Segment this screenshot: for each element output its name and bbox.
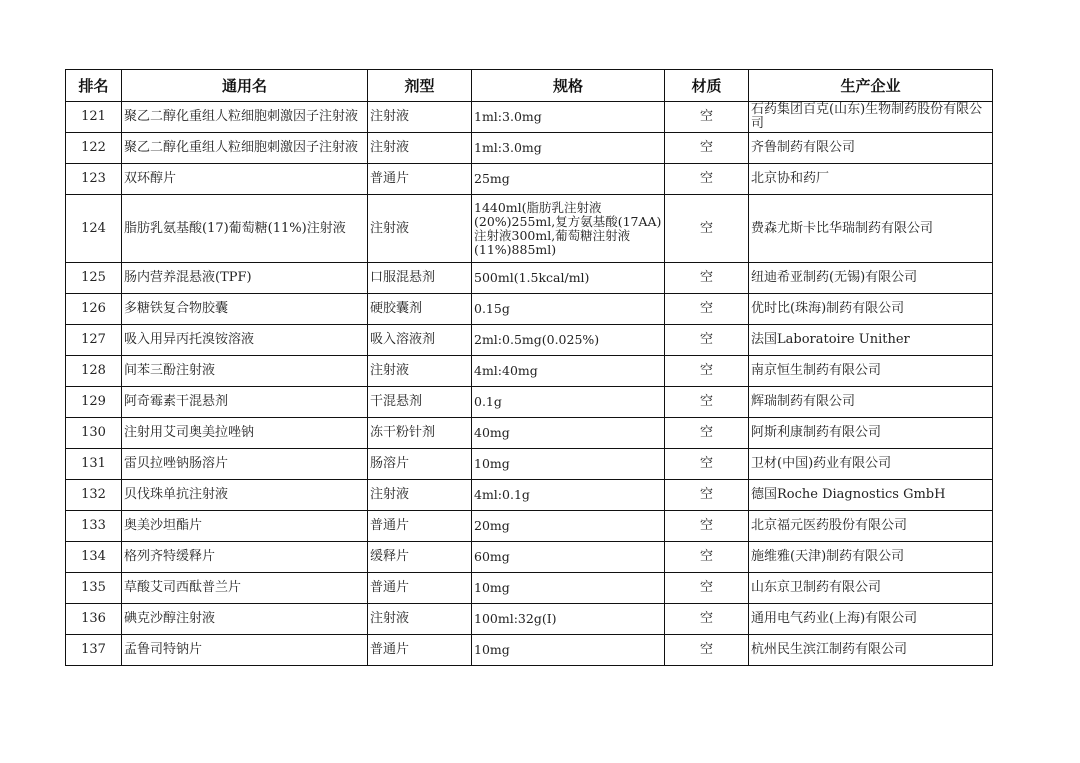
table-row bbox=[66, 542, 993, 573]
cell-generic-name: 多糖铁复合物胶囊 bbox=[122, 294, 368, 325]
cell-generic-name: 间苯三酚注射液 bbox=[122, 356, 368, 387]
cell-dosage-form: 缓释片 bbox=[368, 542, 472, 573]
cell-specification: 4ml:40mg bbox=[472, 356, 665, 387]
cell-manufacturer: 法国Laboratoire Unither bbox=[749, 325, 993, 356]
table-header-row bbox=[66, 70, 993, 102]
header-manufacturer: 生产企业 bbox=[749, 70, 993, 102]
table-row bbox=[66, 511, 993, 542]
cell-rank: 129 bbox=[66, 387, 122, 418]
cell-material: 空 bbox=[665, 102, 749, 133]
cell-rank: 125 bbox=[66, 263, 122, 294]
cell-generic-name: 雷贝拉唑钠肠溶片 bbox=[122, 449, 368, 480]
cell-material: 空 bbox=[665, 573, 749, 604]
table-row bbox=[66, 164, 993, 195]
cell-rank: 128 bbox=[66, 356, 122, 387]
cell-rank: 135 bbox=[66, 573, 122, 604]
cell-dosage-form: 注射液 bbox=[368, 356, 472, 387]
cell-generic-name: 脂肪乳氨基酸(17)葡萄糖(11%)注射液 bbox=[122, 195, 368, 263]
cell-manufacturer: 阿斯利康制药有限公司 bbox=[749, 418, 993, 449]
cell-rank: 121 bbox=[66, 102, 122, 133]
cell-dosage-form: 注射液 bbox=[368, 133, 472, 164]
cell-generic-name: 注射用艾司奥美拉唑钠 bbox=[122, 418, 368, 449]
cell-generic-name: 肠内营养混悬液(TPF) bbox=[122, 263, 368, 294]
header-dosage-form: 剂型 bbox=[368, 70, 472, 102]
cell-material: 空 bbox=[665, 356, 749, 387]
cell-manufacturer: 北京福元医药股份有限公司 bbox=[749, 511, 993, 542]
header-generic-name: 通用名 bbox=[122, 70, 368, 102]
cell-specification: 10mg bbox=[472, 573, 665, 604]
cell-rank: 126 bbox=[66, 294, 122, 325]
cell-dosage-form: 冻干粉针剂 bbox=[368, 418, 472, 449]
cell-specification: 1440ml(脂肪乳注射液(20%)255ml,复方氨基酸(17AA)注射液300ml,葡萄糖注射液(11%)885ml) bbox=[472, 195, 665, 263]
cell-generic-name: 格列齐特缓释片 bbox=[122, 542, 368, 573]
cell-specification: 100ml:32g(I) bbox=[472, 604, 665, 635]
cell-specification: 0.15g bbox=[472, 294, 665, 325]
cell-manufacturer: 施维雅(天津)制药有限公司 bbox=[749, 542, 993, 573]
cell-material: 空 bbox=[665, 263, 749, 294]
cell-material: 空 bbox=[665, 480, 749, 511]
cell-dosage-form: 干混悬剂 bbox=[368, 387, 472, 418]
cell-material: 空 bbox=[665, 542, 749, 573]
cell-generic-name: 双环醇片 bbox=[122, 164, 368, 195]
table-row bbox=[66, 480, 993, 511]
table-row bbox=[66, 133, 993, 164]
cell-material: 空 bbox=[665, 449, 749, 480]
cell-dosage-form: 普通片 bbox=[368, 164, 472, 195]
cell-material: 空 bbox=[665, 164, 749, 195]
cell-specification: 500ml(1.5kcal/ml) bbox=[472, 263, 665, 294]
cell-manufacturer: 优时比(珠海)制药有限公司 bbox=[749, 294, 993, 325]
table-row bbox=[66, 387, 993, 418]
cell-manufacturer: 费森尤斯卡比华瑞制药有限公司 bbox=[749, 195, 993, 263]
cell-material: 空 bbox=[665, 133, 749, 164]
table-row bbox=[66, 635, 993, 666]
cell-generic-name: 聚乙二醇化重组人粒细胞刺激因子注射液 bbox=[122, 133, 368, 164]
cell-specification: 1ml:3.0mg bbox=[472, 133, 665, 164]
cell-dosage-form: 硬胶囊剂 bbox=[368, 294, 472, 325]
cell-rank: 137 bbox=[66, 635, 122, 666]
cell-manufacturer: 辉瑞制药有限公司 bbox=[749, 387, 993, 418]
table-row bbox=[66, 102, 993, 133]
cell-manufacturer: 北京协和药厂 bbox=[749, 164, 993, 195]
cell-dosage-form: 肠溶片 bbox=[368, 449, 472, 480]
cell-manufacturer: 通用电气药业(上海)有限公司 bbox=[749, 604, 993, 635]
cell-dosage-form: 吸入溶液剂 bbox=[368, 325, 472, 356]
cell-manufacturer: 纽迪希亚制药(无锡)有限公司 bbox=[749, 263, 993, 294]
cell-dosage-form: 注射液 bbox=[368, 102, 472, 133]
cell-rank: 124 bbox=[66, 195, 122, 263]
cell-material: 空 bbox=[665, 635, 749, 666]
cell-dosage-form: 注射液 bbox=[368, 604, 472, 635]
cell-manufacturer: 山东京卫制药有限公司 bbox=[749, 573, 993, 604]
cell-generic-name: 奥美沙坦酯片 bbox=[122, 511, 368, 542]
cell-generic-name: 孟鲁司特钠片 bbox=[122, 635, 368, 666]
cell-material: 空 bbox=[665, 294, 749, 325]
cell-rank: 123 bbox=[66, 164, 122, 195]
cell-material: 空 bbox=[665, 387, 749, 418]
table-row bbox=[66, 325, 993, 356]
cell-rank: 134 bbox=[66, 542, 122, 573]
cell-material: 空 bbox=[665, 325, 749, 356]
cell-manufacturer: 齐鲁制药有限公司 bbox=[749, 133, 993, 164]
cell-specification: 60mg bbox=[472, 542, 665, 573]
cell-dosage-form: 普通片 bbox=[368, 573, 472, 604]
cell-manufacturer: 南京恒生制药有限公司 bbox=[749, 356, 993, 387]
header-specification: 规格 bbox=[472, 70, 665, 102]
cell-dosage-form: 普通片 bbox=[368, 511, 472, 542]
cell-specification: 1ml:3.0mg bbox=[472, 102, 665, 133]
cell-manufacturer: 杭州民生滨江制药有限公司 bbox=[749, 635, 993, 666]
cell-generic-name: 聚乙二醇化重组人粒细胞刺激因子注射液 bbox=[122, 102, 368, 133]
cell-generic-name: 贝伐珠单抗注射液 bbox=[122, 480, 368, 511]
cell-material: 空 bbox=[665, 418, 749, 449]
table-row bbox=[66, 573, 993, 604]
cell-specification: 10mg bbox=[472, 635, 665, 666]
table-body bbox=[66, 102, 993, 666]
table-row bbox=[66, 449, 993, 480]
cell-specification: 25mg bbox=[472, 164, 665, 195]
drug-ranking-table bbox=[65, 69, 993, 666]
cell-rank: 122 bbox=[66, 133, 122, 164]
cell-generic-name: 碘克沙醇注射液 bbox=[122, 604, 368, 635]
table-row bbox=[66, 418, 993, 449]
cell-rank: 130 bbox=[66, 418, 122, 449]
cell-manufacturer: 德国Roche Diagnostics GmbH bbox=[749, 480, 993, 511]
cell-specification: 2ml:0.5mg(0.025%) bbox=[472, 325, 665, 356]
cell-material: 空 bbox=[665, 511, 749, 542]
cell-manufacturer: 石药集团百克(山东)生物制药股份有限公司 bbox=[749, 102, 993, 133]
cell-dosage-form: 注射液 bbox=[368, 480, 472, 511]
table-row bbox=[66, 294, 993, 325]
cell-rank: 132 bbox=[66, 480, 122, 511]
cell-generic-name: 阿奇霉素干混悬剂 bbox=[122, 387, 368, 418]
header-material: 材质 bbox=[665, 70, 749, 102]
cell-material: 空 bbox=[665, 604, 749, 635]
cell-rank: 136 bbox=[66, 604, 122, 635]
cell-specification: 40mg bbox=[472, 418, 665, 449]
header-rank: 排名 bbox=[66, 70, 122, 102]
cell-rank: 133 bbox=[66, 511, 122, 542]
cell-specification: 10mg bbox=[472, 449, 665, 480]
cell-rank: 127 bbox=[66, 325, 122, 356]
cell-dosage-form: 口服混悬剂 bbox=[368, 263, 472, 294]
table-row bbox=[66, 263, 993, 294]
table-row bbox=[66, 356, 993, 387]
cell-generic-name: 吸入用异丙托溴铵溶液 bbox=[122, 325, 368, 356]
cell-dosage-form: 普通片 bbox=[368, 635, 472, 666]
table-row bbox=[66, 195, 993, 263]
cell-rank: 131 bbox=[66, 449, 122, 480]
cell-generic-name: 草酸艾司西酞普兰片 bbox=[122, 573, 368, 604]
cell-material: 空 bbox=[665, 195, 749, 263]
cell-specification: 20mg bbox=[472, 511, 665, 542]
table-row bbox=[66, 604, 993, 635]
cell-specification: 4ml:0.1g bbox=[472, 480, 665, 511]
cell-manufacturer: 卫材(中国)药业有限公司 bbox=[749, 449, 993, 480]
cell-specification: 0.1g bbox=[472, 387, 665, 418]
cell-dosage-form: 注射液 bbox=[368, 195, 472, 263]
